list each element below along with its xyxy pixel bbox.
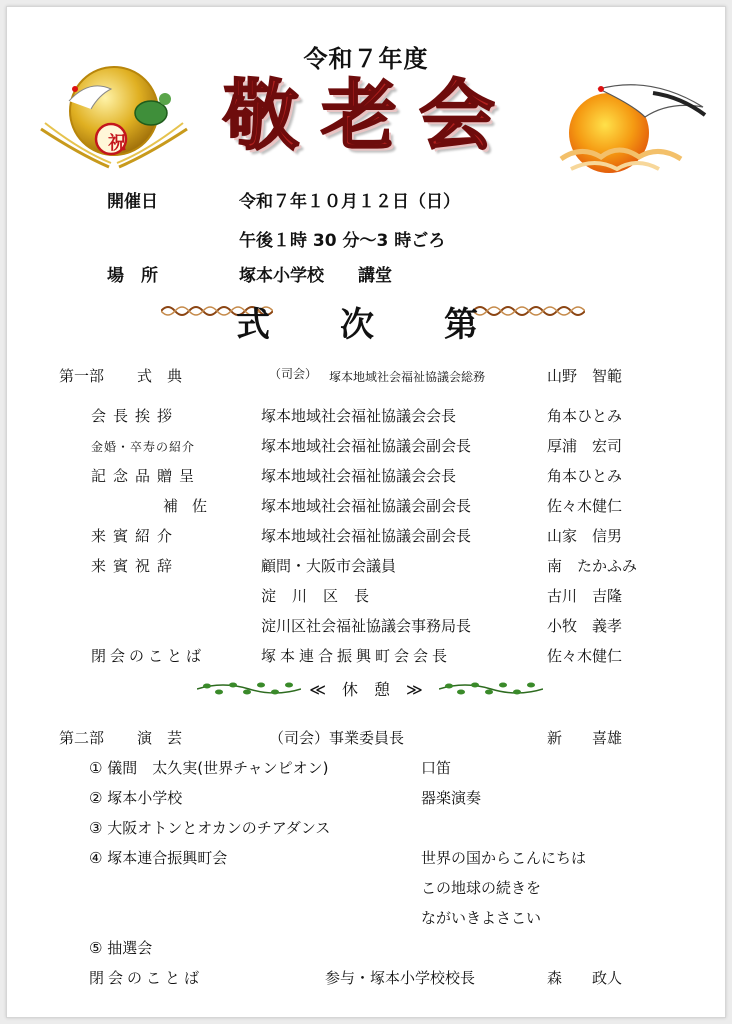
part1-name: 式 典: [137, 367, 183, 385]
list-item: [7, 405, 725, 433]
list-item: [7, 495, 725, 523]
part1-mc-person: 山野 智範: [547, 367, 623, 385]
place-value: 塚本小学校 講堂: [239, 266, 392, 286]
item-org: 顧問・大阪市会議員: [261, 557, 397, 575]
place-label: 場 所: [107, 266, 158, 286]
list-item: [7, 937, 725, 965]
part2-label: 第二部: [59, 729, 105, 747]
list-item: [7, 645, 725, 673]
part2-mc: （司会）事業委員長: [269, 729, 405, 747]
item-person: 角本ひとみ: [547, 407, 623, 425]
item-detail: 世界の国からこんにちは: [421, 849, 587, 867]
item-detail: 器楽演奏: [421, 789, 482, 807]
list-item: [7, 615, 725, 643]
closing-person: 森 政人: [547, 969, 623, 987]
item-text: ② 塚本小学校: [89, 789, 183, 807]
part2-mc-person: 新 喜雄: [547, 729, 623, 747]
item-org: 塚本地域社会福祉協議会会長: [261, 467, 457, 485]
list-item: [7, 435, 725, 463]
part1-label: 第一部: [59, 367, 105, 385]
part1-header: [7, 365, 725, 393]
item-person: 南 たかふみ: [547, 557, 638, 575]
list-item: [7, 817, 725, 845]
item-org: 淀川区長: [261, 587, 386, 605]
list-item: [7, 465, 725, 493]
list-item: [7, 907, 725, 935]
item-org: 塚本地域社会福祉協議会副会長: [261, 497, 472, 515]
item-org: 塚本連合振興町会会長: [261, 647, 452, 665]
part1-mc-label: （司会）: [269, 367, 318, 381]
list-item: [7, 585, 725, 613]
item-role: 補佐: [163, 497, 222, 515]
list-item: [7, 555, 725, 583]
closing-label: 閉会のことば: [89, 969, 204, 987]
item-text: ④ 塚本連合振興町会: [89, 849, 228, 867]
part2-name: 演 芸: [137, 729, 183, 747]
iwai-emblem-character: 祝: [108, 133, 126, 154]
program-sheet: [6, 6, 726, 1018]
closing-org: 参与・塚本小学校校長: [325, 969, 476, 987]
item-role: 来賓祝辞: [91, 557, 180, 575]
intermission-label: ≪ 休 憩 ≫: [309, 680, 423, 699]
item-org: 塚本地域社会福祉協議会副会長: [261, 527, 472, 545]
date-label: 開催日: [107, 192, 158, 212]
event-title: 敬老会: [223, 71, 517, 160]
list-item: [7, 877, 725, 905]
list-item: [7, 787, 725, 815]
list-item: [7, 847, 725, 875]
item-detail: ながいきよさこい: [421, 909, 542, 927]
part2-header: [7, 727, 725, 755]
item-role: 記念品贈呈: [91, 467, 202, 485]
sun-crane-emblem: [541, 71, 709, 181]
program-heading: 式 次 第: [236, 305, 496, 345]
list-item: [7, 757, 725, 785]
date-value: 令和７年１０月１２日（日）: [239, 192, 460, 212]
time-value: 午後１時 30 分～3 時ごろ: [239, 231, 446, 251]
item-role: 会長挨拶: [91, 407, 180, 425]
item-org: 塚本地域社会福祉協議会副会長: [261, 437, 472, 455]
item-person: 厚浦 宏司: [547, 437, 623, 455]
item-person: 佐々木健仁: [547, 497, 623, 515]
fiscal-year: 令和７年度: [303, 45, 429, 73]
vine-ornament-right: [439, 679, 543, 697]
item-person: 小牧 義孝: [547, 617, 623, 635]
part1-mc-org: 塚本地域社会福祉協議会総務: [329, 370, 486, 384]
item-detail: 口笛: [421, 759, 452, 777]
item-text: ① 儀間 太久実(世界チャンピオン): [89, 759, 329, 777]
item-person: 角本ひとみ: [547, 467, 623, 485]
item-org: 塚本地域社会福祉協議会会長: [261, 407, 457, 425]
item-person: 山家 信男: [547, 527, 623, 545]
list-item: [7, 525, 725, 553]
item-person: 古川 吉隆: [547, 587, 623, 605]
item-detail: この地球の続きを: [421, 879, 542, 897]
item-text: ⑤ 抽選会: [89, 939, 153, 957]
item-role: 閉会のことば: [91, 647, 206, 665]
item-role: 来賓紹介: [91, 527, 180, 545]
part2-closing: [7, 967, 725, 995]
item-role: 金婚・卒寿の紹介: [91, 440, 196, 454]
item-person: 佐々木健仁: [547, 647, 623, 665]
item-text: ③ 大阪オトンとオカンのチアダンス: [89, 819, 331, 837]
item-org: 淀川区社会福祉協議会事務局長: [261, 617, 472, 635]
